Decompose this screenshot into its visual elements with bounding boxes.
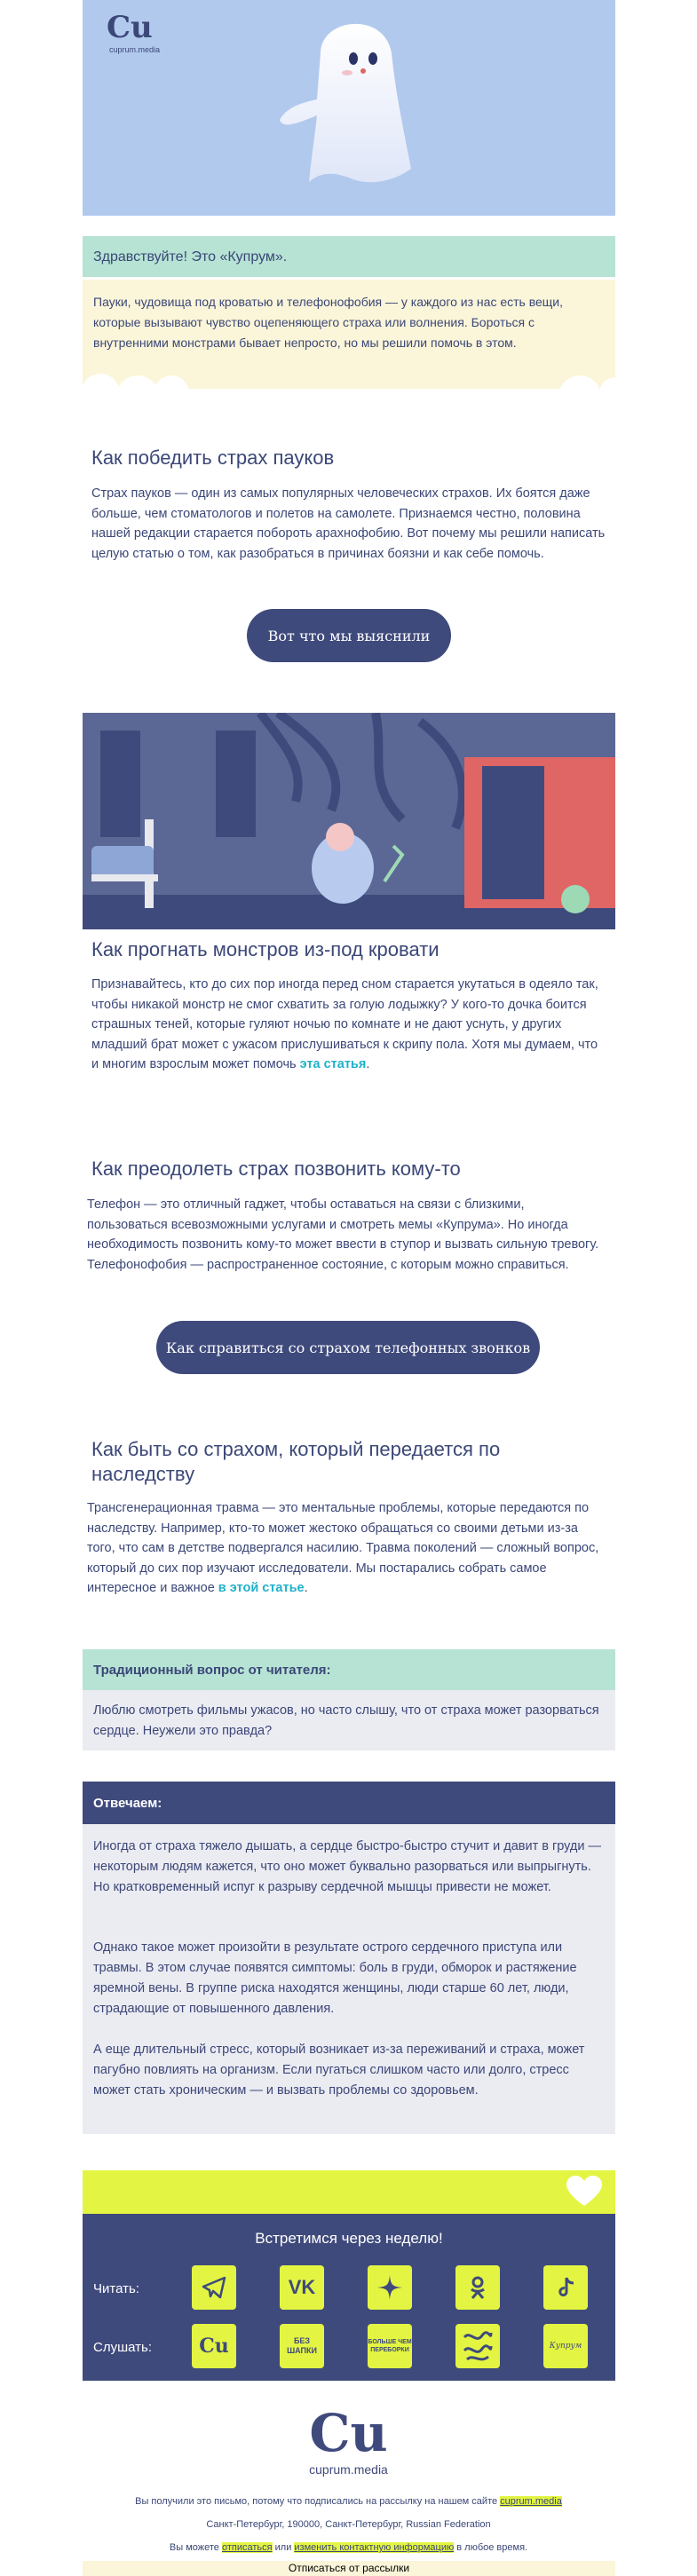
bedroom-illustration [83,713,615,929]
spiders-article-button[interactable]: Вот что мы выяснили [247,609,451,662]
answer-label: Отвечаем: [93,1796,162,1811]
phone-article-button[interactable]: Как справиться со страхом телефонных звонков [156,1321,540,1374]
section-body-phone: Телефон — это отличный гаджет, чтобы оставаться на связи с близкими, пользоваться всевозможными услугами и смотреть мемы «Купрума». Но иногда необходимость позвонить кому-то может ввести в ступор и вызвать сильную тревогу. Телефонофобия — распространенное состояние, с которым можно справиться. [87,1197,599,1272]
social-block [83,2214,615,2381]
question-body [83,1690,615,1750]
kuprum-podcast-icon[interactable]: Купрум [543,2324,588,2368]
dzen-icon[interactable] [368,2265,412,2310]
monster-scene [83,713,615,929]
meet-next-week: Встретимся через неделю! [255,2230,443,2247]
section-title-monsters: Как прогнать монстров из-под кровати [91,938,440,960]
answer-paragraph: А еще длительный стресс, который возникает из-за переживаний и страха, может пагубно повлиять на организм. Если пугаться слишком часто или долго, стресс может стать хроническим — и вызвать проблемы со здоровьем. [93,2043,585,2098]
section-body-spiders: Страх пауков — один из самых популярных человеческих страхов. Их боятся даже больше, чем стоматологов и полетов на самолете. Признаемся честно, половина нашей редакции старается побороть арахнофобию. Вот почему мы решили написать целую статью о том, как разобраться в причинах боязни и как себе помочь. [91,486,606,561]
footer-address: Санкт-Петербург, 190000, Санкт-Петербург, Russian Federation [206,2519,491,2530]
answer-paragraph: Иногда от страха тяжело дышать, а сердце быстро-быстро стучит и давит в груди — некоторым людям кажется, что оно может буквально разорваться или выпрыгнуть. Но кратковременный испуг к разрыву сердечной мышцы привести не может. [93,1839,602,1894]
footer-unsubscribe-link[interactable]: отписаться [221,2542,273,2553]
odnoklassniki-icon[interactable] [455,2265,500,2310]
footer-subscription-note [0,2496,697,2507]
read-label: Читать: [93,2281,139,2296]
section-body-monsters [91,975,606,1075]
footer-note-text: Вы получили это письмо, потому что подписались на рассылку на нашем сайте [135,2496,501,2507]
monsters-text-tail: . [366,1057,370,1071]
monsters-text: Признавайтесь, кто до сих пор иногда перед сном старается укутаться в одеяло так, чтобы никакой монстр не смог схватить за голую лодыжку? У кого-то дочка боится страшных теней, которые гуляют ночью по комнате и не дают уснуть, у других младший брат может с ужасом прислушиваться к скрипу пола. Хотя мы думаем, что и многим взрослым может помочь [91,977,598,1071]
footer-manage-text: в любое время. [454,2542,528,2553]
ghost-illustration [83,0,615,216]
section-title-trauma: Как быть со страхом, который передается по наследству [91,1438,501,1485]
bez-shapki-icon[interactable]: БЕЗ ШАПКИ [280,2324,324,2368]
cuprum-logo[interactable]: Cu [107,10,153,45]
intro-decor [83,280,615,389]
trauma-article-link[interactable]: в этой статье [218,1581,305,1595]
footer-manage-note [0,2542,697,2553]
cuprum-podcast-icon[interactable]: Cu [192,2324,236,2368]
podcast-pattern-icon[interactable] [455,2324,500,2368]
greeting-text: Здравствуйте! Это «Купрум». [93,249,288,265]
answer-header [83,1782,615,1824]
footer-logo[interactable]: Cu [309,2403,388,2463]
tiktok-icon[interactable] [543,2265,588,2310]
trauma-text-tail: . [304,1581,308,1595]
unsubscribe-button[interactable]: Отписаться от рассылки [83,2561,615,2576]
bolshe-chem-pereborki-icon[interactable]: БОЛЬШЕ ЧЕМ ПЕРЕБОРКИ [368,2324,412,2368]
section-title-phone: Как преодолеть страх позвонить кому-то [91,1158,461,1180]
listen-label: Слушать: [93,2340,152,2355]
footer-site-link[interactable]: cuprum.media [500,2496,562,2507]
footer-manage-text: или [272,2542,295,2553]
vk-icon[interactable]: VK [280,2265,324,2310]
footer-change-contact-link[interactable]: изменить контактную информацию [294,2542,455,2553]
hero-banner [83,0,615,216]
intro-text: Пауки, чудовища под кроватью и телефонофобия — у каждого из нас есть вещи, которые вызывают чувство оцепеняющего страха или волнения. Бороться с внутренними монстрами бывает непросто, но мы решили помочь в этом. [93,295,564,350]
question-header [83,1649,615,1690]
monsters-article-link[interactable]: эта статья [299,1057,367,1071]
logo-subtitle: cuprum.media [109,45,161,54]
telegram-icon[interactable] [192,2265,236,2310]
section-title-spiders: Как победить страх пауков [91,446,335,469]
heart-banner [83,2170,615,2214]
trauma-text: Трансгенерационная травма — это ментальные проблемы, которые передаются по наследству. Например, кто-то может жестоко обращаться со своими детьми из-за того, что сам в детстве подвергался насилию. Травма поколений — сложный вопрос, который до сих пор изучают исследователи. Мы постарались собрать самое интересное и важное [87,1501,599,1595]
heart-icon [566,2176,602,2208]
intro-block [83,280,615,389]
question-label: Традиционный вопрос от читателя: [93,1663,331,1678]
footer-logo-subtitle: cuprum.media [309,2462,388,2477]
question-text: Люблю смотреть фильмы ужасов, но часто слышу, что от страха может разорваться сердце. Неужели это правда? [93,1703,599,1738]
answer-paragraph: Однако такое может произойти в результате острого сердечного приступа или травмы. В этом случае появятся симптомы: боль в груди, обморок и растяжение яремной вены. В группе риска находятся женщины, люди старше 60 лет, люди, страдающие от повышенного давления. [93,1940,577,2016]
answer-body [83,1824,615,2134]
section-body-trauma [87,1498,602,1599]
footer-manage-text: Вы можете [169,2542,222,2553]
greeting-banner [83,236,615,277]
